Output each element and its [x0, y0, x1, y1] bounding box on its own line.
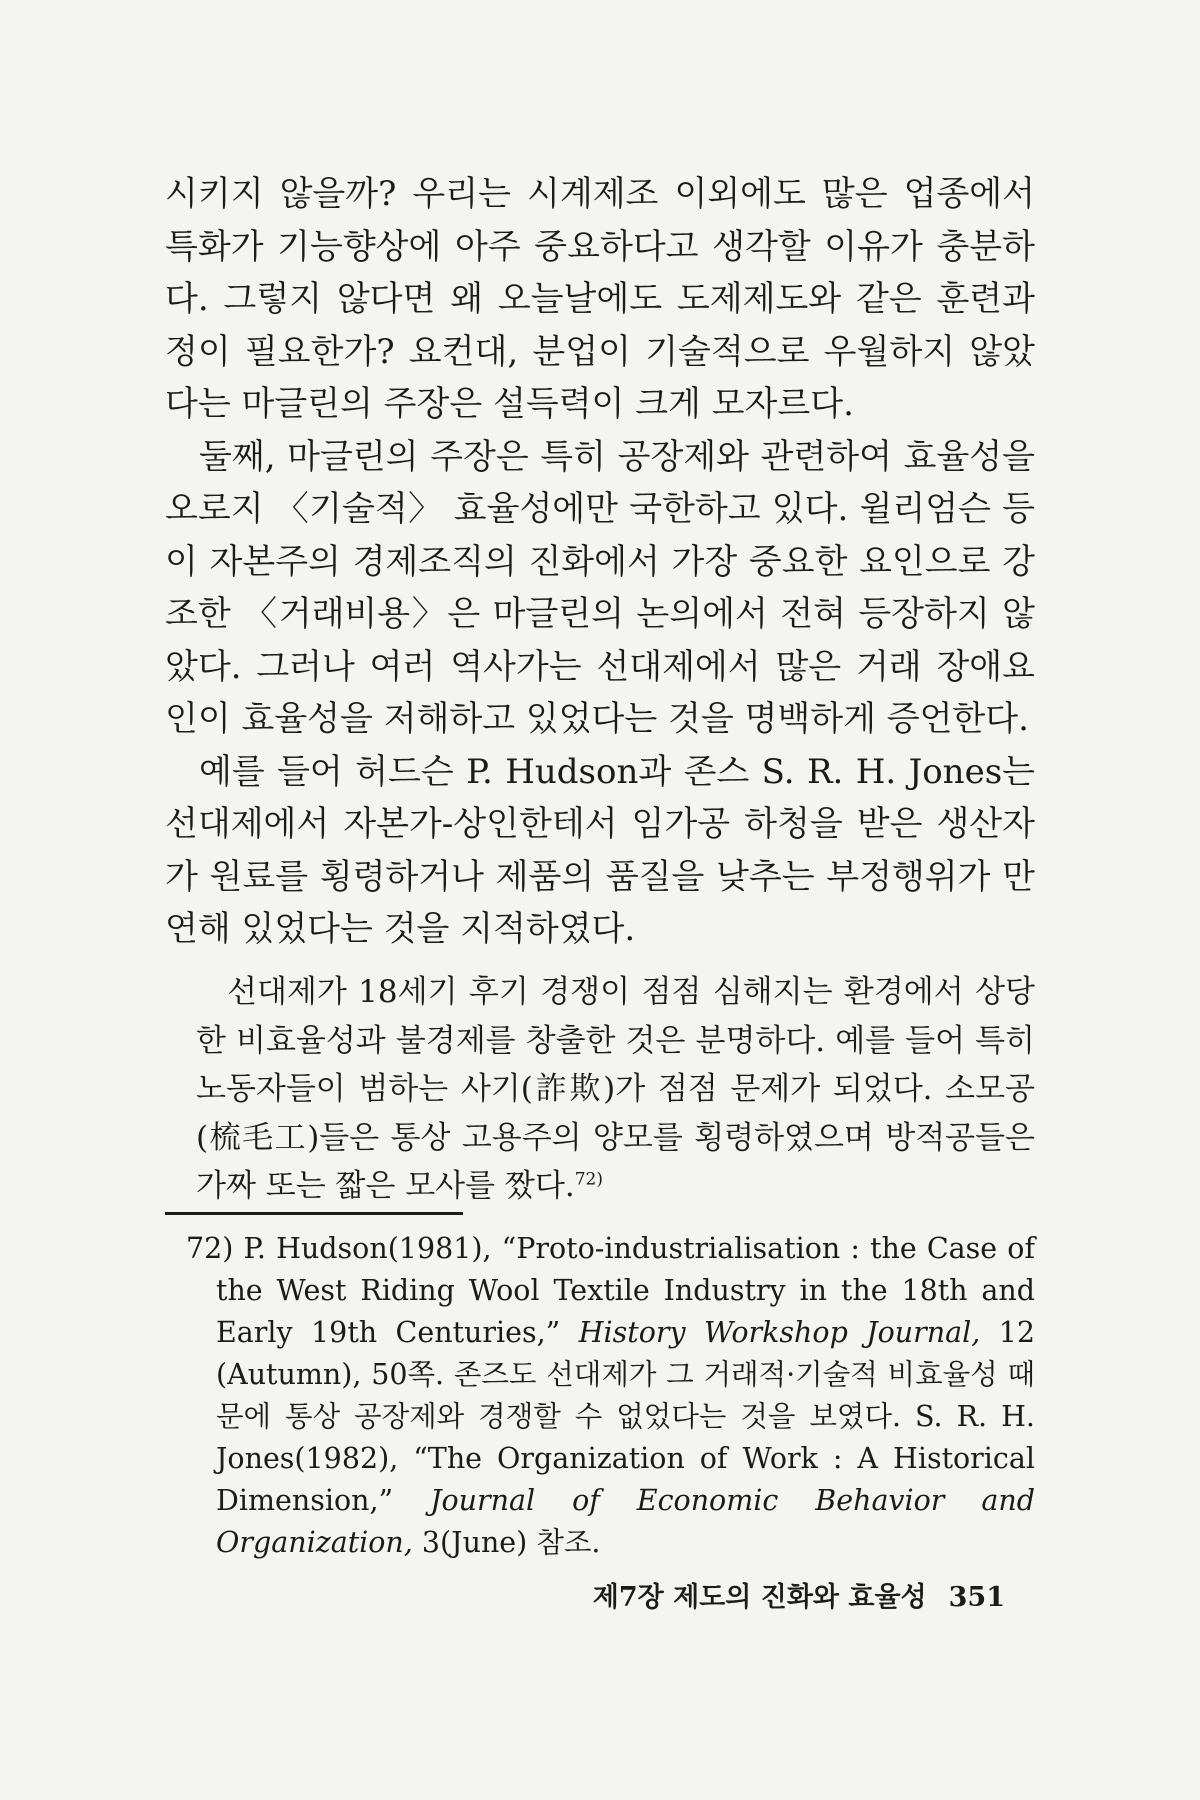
footnote-citation: 12 (Autumn), 50쪽. 존즈도 선대제가 그 거래적·기술적 비효율성 때문에 통상 공장제와 경쟁할 수 없었다는 것을 보였다. S. R. H. Jones(1982), “The Organization of Work : A Historical Dimension,” [216, 1316, 1035, 1517]
quote-text: 선대제가 18세기 후기 경쟁이 점점 심해지는 환경에서 상당한 비효율성과 불경제를 창출한 것은 분명하다. 예를 들어 특히 노동자들이 범하는 사기(詐欺)가 점점 문제가 되었다. 소모공(梳毛工)들은 통상 고용주의 양모를 횡령하였으며 방적공들은 가짜 또는 짧은 모사를 짰다. [196, 974, 1035, 1204]
quote-paragraph [196, 968, 1035, 1211]
block-quote [196, 968, 1035, 1211]
paragraph: 시키지 않을까? 우리는 시계제조 이외에도 많은 업종에서 특화가 기능향상에 아주 중요하다고 생각할 이유가 충분하다. 그렇지 않다면 왜 오늘날에도 도제제도와 같은 훈련과정이 필요한가? 요컨대, 분업이 기술적으로 우월하지 않았다는 마글린의 주장은 설득력이 크게 모자르다. [165, 174, 1036, 424]
page-number: 351 [948, 1582, 1005, 1613]
journal-title: History Workshop Journal, [578, 1316, 981, 1349]
footnote-citation: P. Hudson(1981), “Proto-industrialisation : the Case of the West Riding Wool Textile Industry in the 18th and Early 19th Centuries,” [216, 1232, 1035, 1349]
chapter-title: 제7장 제도의 진화와 효율성 [592, 1582, 927, 1613]
main-text [165, 168, 1035, 956]
paragraph: 예를 들어 허드슨 P. Hudson과 존스 S. R. H. Jones는 선대제에서 자본가-상인한테서 임가공 하청을 받은 생산자가 원료를 횡령하거나 제품의 품질을 낮추는 부정행위가 만연해 있었다는 것을 지적하였다. [165, 751, 1035, 949]
paragraph: 둘째, 마글린의 주장은 특히 공장제와 관련하여 효율성을 오로지 〈기술적〉 효율성에만 국한하고 있다. 윌리엄슨 등이 자본주의 경제조직의 진화에서 가장 중요한 요인으로 강조한 〈거래비용〉은 마글린의 논의에서 전혀 등장하지 않았다. 그러나 여러 역사가는 선대제에서 많은 거래 장애요인이 효율성을 저해하고 있었다는 것을 명백하게 증언한다. [165, 436, 1035, 739]
running-footer [593, 1575, 1005, 1614]
footnote-entry [186, 1228, 1035, 1564]
journal-title: Journal of Economic Behavior and Organization, [216, 1484, 1035, 1559]
footnote-number: 72) [186, 1232, 234, 1265]
footnote-reference: 72) [574, 1169, 603, 1190]
footnote [186, 1228, 1035, 1564]
footnote-citation: 3(June) 참조. [421, 1526, 601, 1559]
footnote-divider [165, 1212, 463, 1215]
